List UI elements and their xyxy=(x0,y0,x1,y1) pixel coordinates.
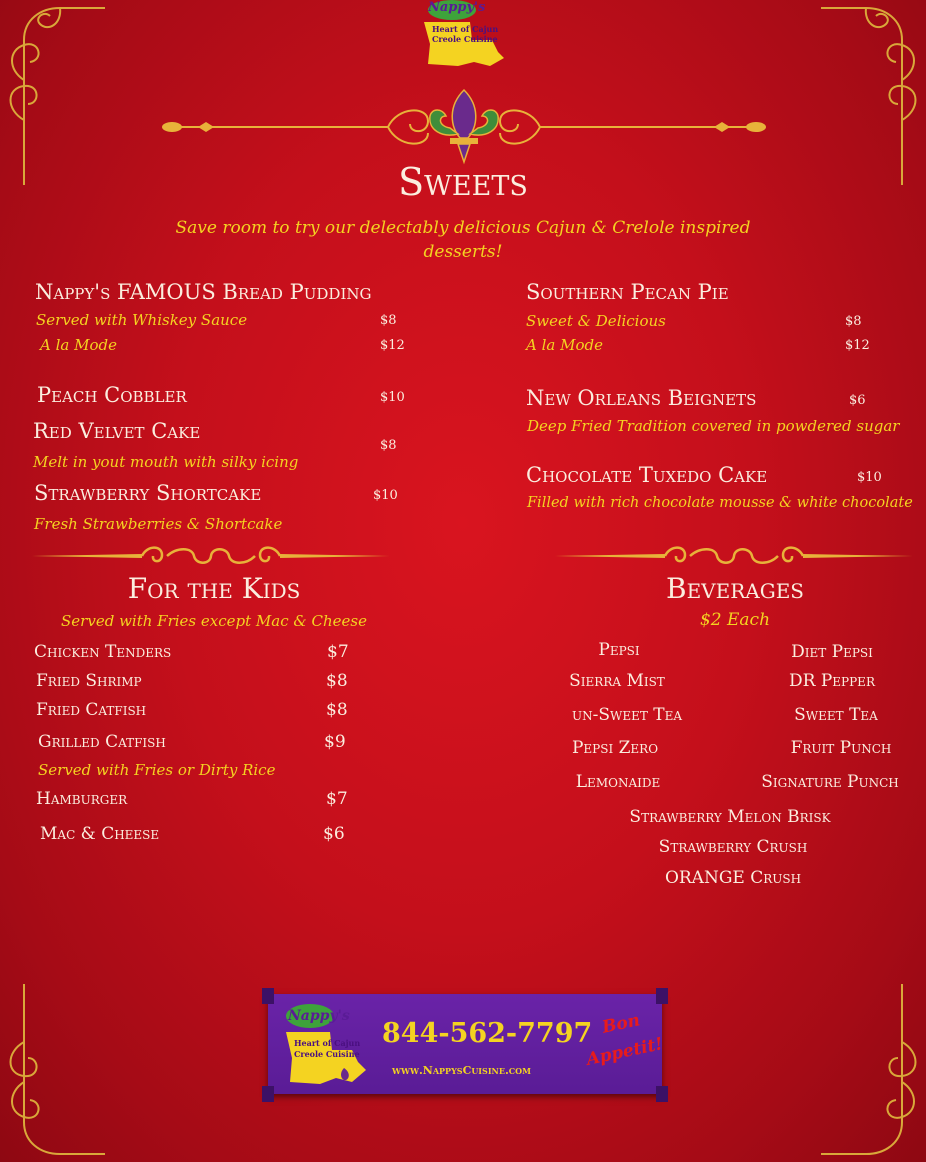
strawberry-shortcake-desc: Fresh Strawberries & Shortcake xyxy=(34,515,283,533)
intro-line-1: Save room to try our delectably delicious Cajun & Crelole inspired xyxy=(175,218,751,238)
red-velvet-desc: Melt in yout mouth with silky icing xyxy=(33,453,299,471)
kids-price-grilled-catfish: $9 xyxy=(324,732,346,752)
beverages-heading: Beverages xyxy=(666,572,804,605)
beignets-desc: Deep Fried Tradition covered in powdered sugar xyxy=(527,417,900,435)
kids-item-fried-shrimp: Fried Shrimp xyxy=(36,671,142,691)
footer-signoff-1: Bon xyxy=(600,1010,642,1038)
pecan-pie-desc-1: Sweet & Delicious xyxy=(526,312,666,330)
kids-grilled-note: Served with Fries or Dirty Rice xyxy=(38,761,276,779)
footer-logo-tagline-2: Creole Cuisine xyxy=(294,1049,360,1059)
beverage-sweet-tea: Sweet Tea xyxy=(794,705,878,725)
logo-brand: Nappy's xyxy=(428,0,486,15)
pecan-pie-desc-2: A la Mode xyxy=(526,336,603,354)
red-velvet-name: Red Velvet Cake xyxy=(33,419,201,443)
kids-item-hamburger: Hamburger xyxy=(36,789,128,809)
kids-price-chicken-tenders: $7 xyxy=(327,642,349,662)
logo-tagline-2: Creole Cuisine xyxy=(432,34,498,44)
pecan-pie-price-1: $8 xyxy=(845,314,862,329)
tuxedo-cake-desc: Filled with rich chocolate mousse & white chocolate xyxy=(527,495,913,511)
red-velvet-price: $8 xyxy=(380,438,397,453)
strawberry-shortcake-price: $10 xyxy=(373,488,398,503)
bread-pudding-name: Nappy's FAMOUS Bread Pudding xyxy=(35,280,372,304)
kids-item-chicken-tenders: Chicken Tenders xyxy=(34,642,172,662)
ornament-divider-right xyxy=(555,543,913,571)
fleur-de-lis-icon xyxy=(430,90,498,162)
bread-pudding-price-2: $12 xyxy=(380,338,405,353)
beverage-dr-pepper: DR Pepper xyxy=(789,671,875,691)
page-title: Sweets xyxy=(398,160,528,204)
beverages-subtitle: $2 Each xyxy=(699,610,771,630)
strawberry-shortcake-name: Strawberry Shortcake xyxy=(34,481,262,505)
beverage-lemonaide: Lemonaide xyxy=(575,772,661,792)
tuxedo-cake-name: Chocolate Tuxedo Cake xyxy=(526,463,768,487)
beignets-name: New Orleans Beignets xyxy=(526,386,757,410)
kids-heading: For the Kids xyxy=(127,572,301,605)
footer-signoff-2: Appetit! xyxy=(584,1034,665,1070)
kids-item-fried-catfish: Fried Catfish xyxy=(36,700,147,720)
tuxedo-cake-price: $10 xyxy=(857,470,882,485)
kids-price-hamburger: $7 xyxy=(326,789,348,809)
kids-item-mac-cheese: Mac & Cheese xyxy=(40,824,160,844)
kids-price-fried-shrimp: $8 xyxy=(326,671,348,691)
beverage-orange-crush: ORANGE Crush xyxy=(664,868,802,888)
intro-line-2: desserts! xyxy=(423,242,503,262)
corner-flourish-bottom-right xyxy=(816,982,926,1162)
peach-cobbler-name: Peach Cobbler xyxy=(37,383,187,407)
beverage-unsweet-tea: un-Sweet Tea xyxy=(571,705,683,725)
beverage-strawberry-melon-brisk: Strawberry Melon Brisk xyxy=(629,807,831,827)
beverage-strawberry-crush: Strawberry Crush xyxy=(658,837,808,857)
top-logo xyxy=(418,0,508,70)
footer-logo-tagline-1: Heart of Cajun xyxy=(294,1038,361,1048)
fleur-de-lis-divider xyxy=(158,86,770,166)
kids-subtitle: Served with Fries except Mac & Cheese xyxy=(61,612,367,630)
pecan-pie-price-2: $12 xyxy=(845,338,870,353)
beverage-signature-punch: Signature Punch xyxy=(761,772,899,792)
footer-phone[interactable]: 844-562-7797 xyxy=(382,1018,593,1049)
pecan-pie-name: Southern Pecan Pie xyxy=(526,280,729,304)
bread-pudding-desc-1: Served with Whiskey Sauce xyxy=(36,311,248,329)
corner-flourish-bottom-left xyxy=(0,982,110,1162)
footer-logo-brand: Nappy's xyxy=(288,1008,350,1024)
ornament-divider-left xyxy=(32,543,390,571)
peach-cobbler-price: $10 xyxy=(380,390,405,405)
kids-item-grilled-catfish: Grilled Catfish xyxy=(38,732,166,752)
kids-price-mac-cheese: $6 xyxy=(323,824,345,844)
beverage-sierra-mist: Sierra Mist xyxy=(569,671,665,691)
footer-website[interactable]: www.NappysCuisine.com xyxy=(392,1064,531,1077)
logo-tagline-1: Heart of Cajun xyxy=(432,24,499,34)
beverage-diet-pepsi: Diet Pepsi xyxy=(791,642,873,662)
beverage-pepsi: Pepsi xyxy=(598,640,640,660)
beverage-fruit-punch: Fruit Punch xyxy=(790,738,892,758)
footer-banner xyxy=(268,994,665,1094)
bread-pudding-price-1: $8 xyxy=(380,313,397,328)
bread-pudding-desc-2: A la Mode xyxy=(40,336,117,354)
beignets-price: $6 xyxy=(849,393,866,408)
kids-price-fried-catfish: $8 xyxy=(326,700,348,720)
beverage-pepsi-zero: Pepsi Zero xyxy=(571,738,659,758)
